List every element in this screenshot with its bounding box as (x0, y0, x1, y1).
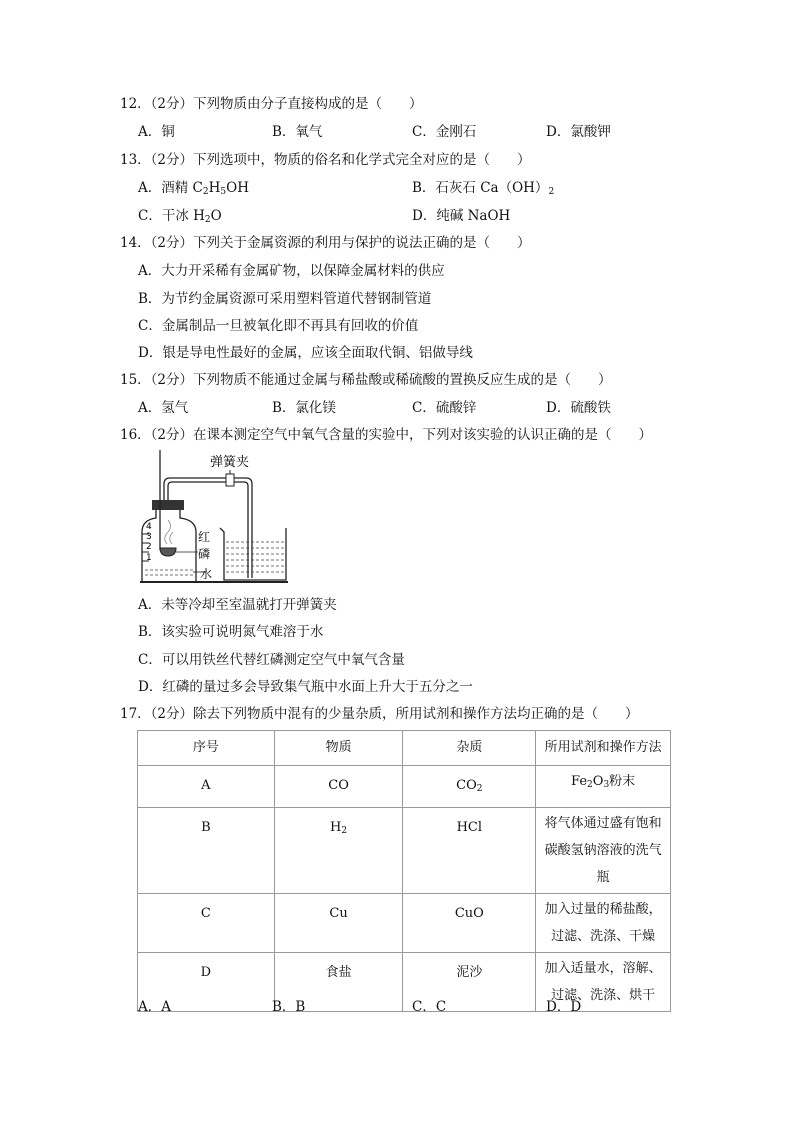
table-row (138, 894, 671, 953)
table-cell: 加入过量的稀盐酸， 过滤、洗涤、干燥 (536, 894, 671, 953)
q13-option-b: B．石灰石 $Ca(OH)_2$ (412, 180, 555, 197)
table-cell: B (138, 808, 275, 894)
q16-option-b: B．该实验可说明氮气难溶于水 (138, 624, 324, 640)
q14-option-c: C．金属制品一旦被氧化即不再具有回收的价值 (138, 318, 419, 334)
q12-option-d: D．氯酸钾 (546, 124, 611, 140)
table-cell: Cu (274, 894, 403, 953)
table-row (138, 808, 671, 894)
scale-mark-1: 1 (146, 553, 152, 563)
table-cell: HCl (403, 808, 536, 894)
table-header-row (138, 731, 671, 766)
q12-option-b: B．氧气 (272, 124, 323, 140)
header-cell: 序号 (138, 731, 275, 766)
header-cell: 杂质 (403, 731, 536, 766)
q15-option-a: A．氢气 (138, 400, 189, 416)
q12-option-a: A．铜 (138, 124, 175, 140)
table-cell: CuO (403, 894, 536, 953)
header-cell: 所用试剂和操作方法 (536, 731, 671, 766)
table-cell: 泥沙 (403, 953, 536, 1012)
table-cell: 食盐 (274, 953, 403, 1012)
table-cell: CO (274, 766, 403, 808)
q14-option-a: A．大力开采稀有金属矿物，以保障金属材料的供应 (138, 263, 445, 279)
q17-option-d: D．D (546, 999, 582, 1015)
clamp-label: 弹簧夹 (210, 455, 250, 470)
oxygen-experiment-diagram (140, 448, 300, 590)
q15-option-c: C．硫酸锌 (412, 400, 477, 416)
table-row (138, 953, 671, 1012)
q16-option-d: D．红磷的量过多会导致集气瓶中水面上升大于五分之一 (138, 679, 473, 695)
scale-mark-3: 3 (146, 532, 152, 542)
q13-option-a: A．酒精 $C_2H_5OH$ (138, 180, 249, 197)
q14-stem: 14．（2分）下列关于金属资源的利用与保护的说法正确的是（ ） (120, 235, 531, 251)
water-label: 水 (200, 567, 213, 581)
q14-option-b: B．为节约金属资源可采用塑料管道代替钢制管道 (138, 291, 432, 307)
table-row (138, 766, 671, 808)
table-cell: D (138, 953, 275, 1012)
table-cell: $Fe_2O_3$粉末 (536, 766, 671, 808)
scale-mark-4: 4 (146, 522, 152, 532)
header-cell: 物质 (274, 731, 403, 766)
q16-option-a: A．未等冷却至室温就打开弹簧夹 (138, 597, 337, 613)
table-cell: C (138, 894, 275, 953)
phosphorus-label-1: 红 (198, 530, 211, 544)
q13-option-c: C．干冰 $H_2O$ (138, 208, 222, 225)
q16-option-c: C．可以用铁丝代替红磷测定空气中氧气含量 (138, 652, 405, 668)
q17-option-b: B．B (272, 999, 306, 1015)
q17-option-c: C．C (412, 999, 447, 1015)
table-cell: $CO_2$ (403, 766, 536, 808)
table-cell: 将气体通过盛有饱和 碳酸氢钠溶液的洗气 瓶 (536, 808, 671, 894)
phosphorus-label-2: 磷 (198, 547, 211, 561)
q17-stem: 17．（2分）除去下列物质中混有的少量杂质，所用试剂和操作方法均正确的是（ ） (120, 706, 639, 722)
q15-option-d: D．硫酸铁 (546, 400, 611, 416)
q15-option-b: B．氯化镁 (272, 400, 336, 416)
q14-option-d: D．银是导电性最好的金属，应该全面取代铜、铝做导线 (138, 345, 473, 361)
q12-option-c: C．金刚石 (412, 124, 477, 140)
table-cell: A (138, 766, 275, 808)
table-cell: 加入适量水，溶解、 过滤、洗涤、烘干 (536, 953, 671, 1012)
q17-table (137, 730, 671, 1012)
q15-stem: 15．（2分）下列物质不能通过金属与稀盐酸或稀硫酸的置换反应生成的是（ ） (120, 372, 612, 388)
q16-stem: 16．（2分）在课本测定空气中氧气含量的实验中，下列对该实验的认识正确的是（ ） (120, 427, 653, 443)
table-cell: $H_2$ (274, 808, 403, 894)
q12-stem: 12．（2分）下列物质由分子直接构成的是（ ） (120, 96, 423, 112)
q13-stem: 13．（2分）下列选项中，物质的俗名和化学式完全对应的是（ ） (120, 152, 531, 168)
scale-mark-2: 2 (146, 542, 152, 552)
q13-option-d: D．纯碱 NaOH (412, 208, 511, 224)
q17-option-a: A．A (138, 999, 171, 1015)
